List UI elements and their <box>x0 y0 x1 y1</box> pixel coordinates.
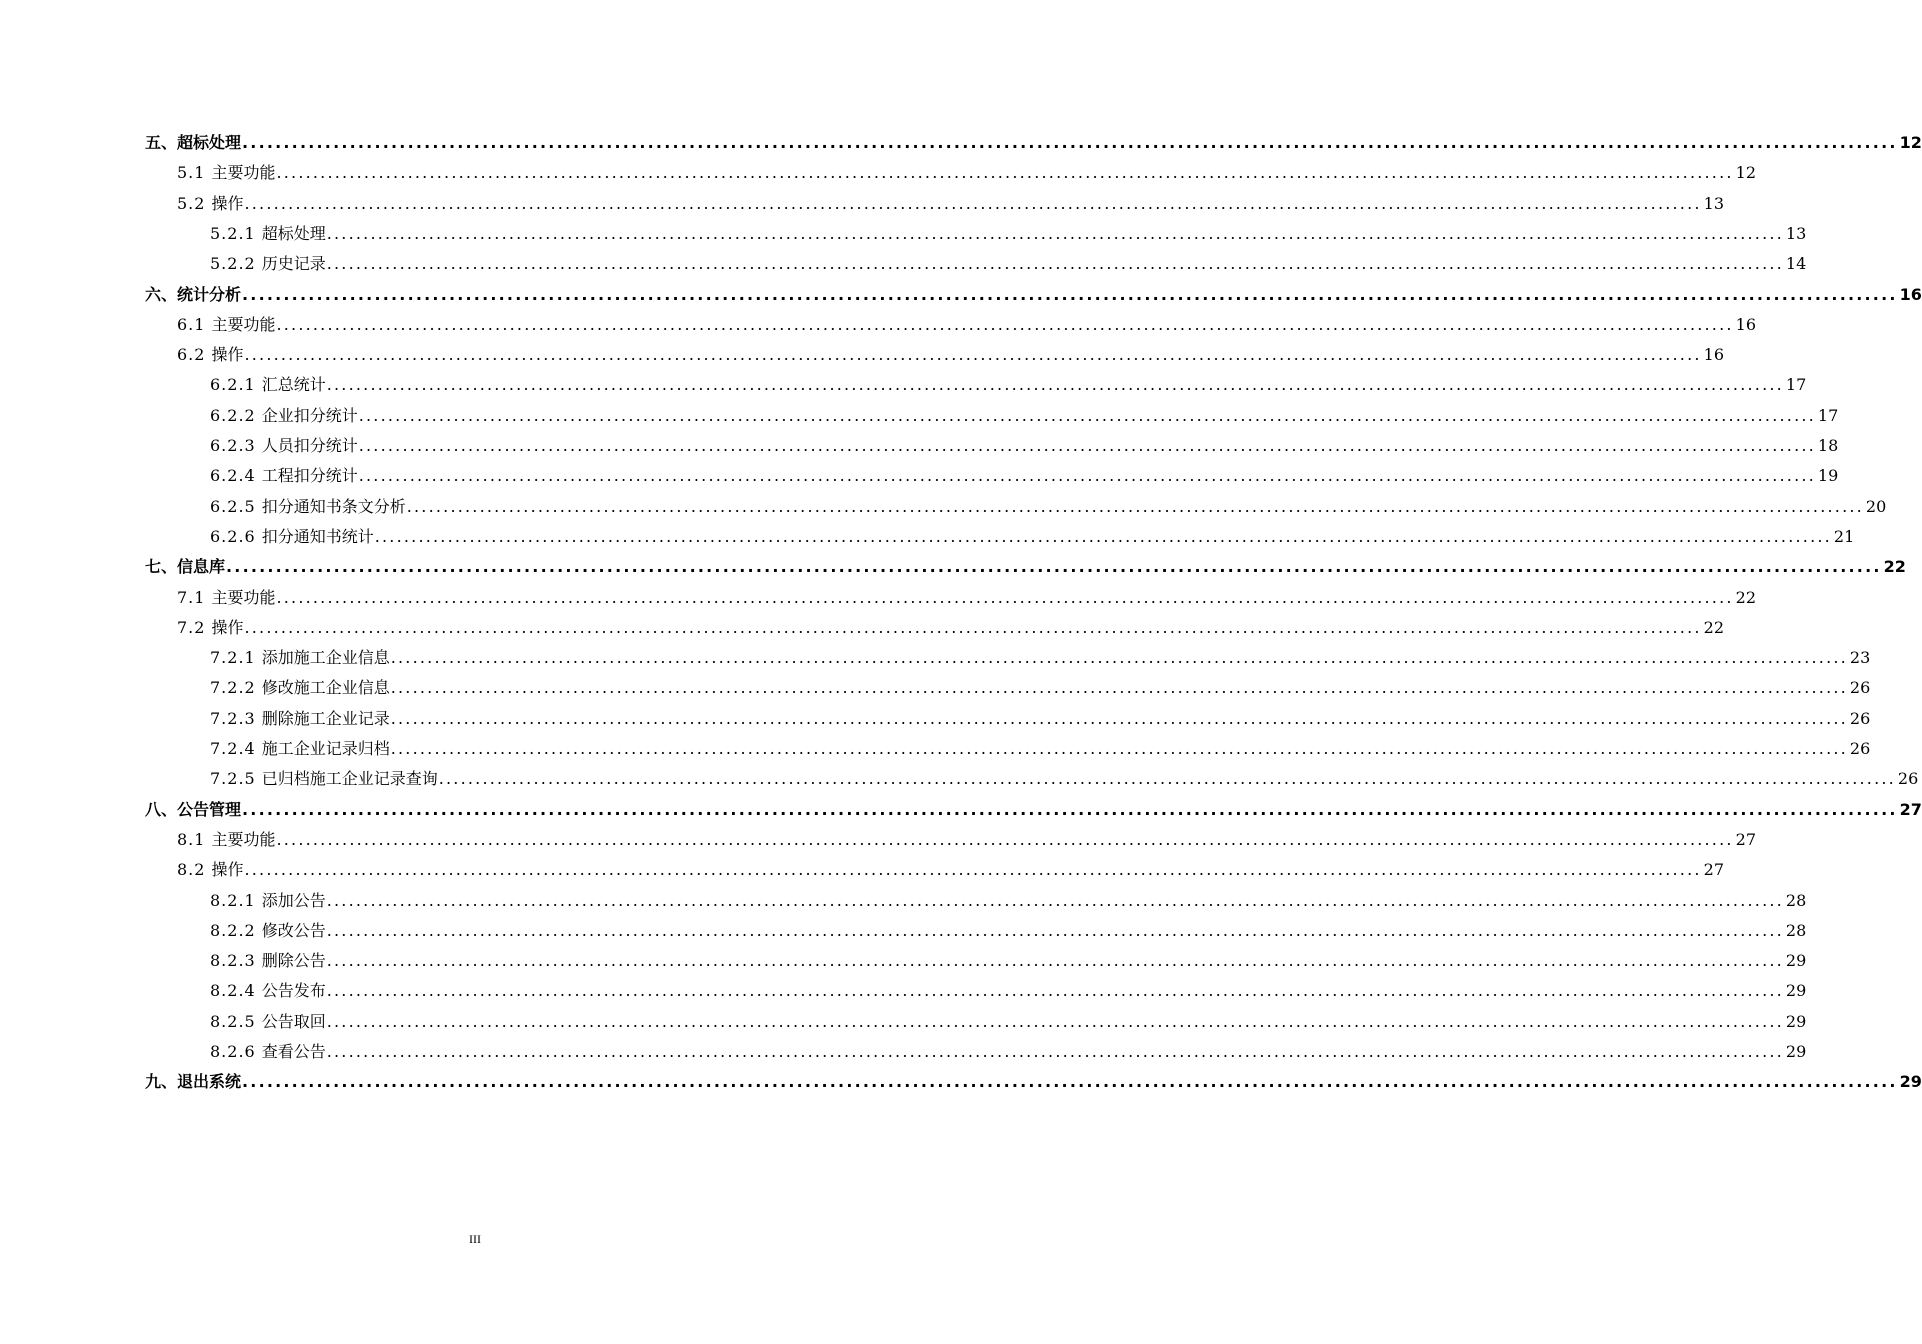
toc-entry-number: 8.1 <box>177 829 206 849</box>
toc-entry[interactable] <box>210 759 1919 789</box>
toc-entry[interactable] <box>177 184 1725 214</box>
toc-dot-leader: ........................................................................................................................................................................................................ <box>242 799 1898 819</box>
toc-dot-leader: ........................................................................................................................................................................................................ <box>390 708 1848 728</box>
toc-entry-title: 超标处理 <box>261 223 326 243</box>
toc-entry-page: 29 <box>1899 1072 1922 1092</box>
toc-entry[interactable] <box>177 335 1725 365</box>
toc-dot-leader: ........................................................................................................................................................................................................ <box>390 648 1848 668</box>
toc-entry-number: 8.2.1 <box>210 890 256 910</box>
toc-entry-number: 8.2.5 <box>210 1011 256 1031</box>
toc-dot-leader: ........................................................................................................................................................................................................ <box>326 981 1784 1001</box>
toc-entry-page: 16 <box>1735 314 1757 334</box>
toc-entry-page: 26 <box>1849 708 1871 728</box>
toc-entry-page: 27 <box>1735 829 1757 849</box>
toc-dot-leader: ........................................................................................................................................................................................................ <box>326 890 1784 910</box>
toc-dot-leader: ........................................................................................................................................................................................................ <box>326 254 1784 274</box>
toc-entry-page: 29 <box>1785 1011 1807 1031</box>
toc-entry-page: 16 <box>1703 345 1725 365</box>
toc-entry-number: 8.2.2 <box>210 920 256 940</box>
toc-entry-title: 操作 <box>211 617 244 637</box>
toc-dot-leader: ........................................................................................................................................................................................................ <box>358 466 1816 486</box>
toc-entry-page: 23 <box>1849 648 1871 668</box>
toc-entry-page: 28 <box>1785 890 1807 910</box>
toc-entry-number: 6.2 <box>177 345 206 365</box>
toc-entry[interactable] <box>145 1062 1922 1092</box>
toc-entry-page: 14 <box>1785 254 1807 274</box>
toc-entry-title: 主要功能 <box>211 163 276 183</box>
toc-entry-page: 26 <box>1897 769 1919 789</box>
toc-entry-page: 26 <box>1849 678 1871 698</box>
toc-dot-leader: ........................................................................................................................................................................................................ <box>276 163 1734 183</box>
toc-entry[interactable] <box>210 941 1807 971</box>
toc-entry-page: 29 <box>1785 951 1807 971</box>
toc-entry-title: 公告发布 <box>261 981 326 1001</box>
toc-entry[interactable] <box>210 1002 1807 1032</box>
toc-entry-title: 删除公告 <box>261 951 326 971</box>
toc-dot-leader: ........................................................................................................................................................................................................ <box>390 678 1848 698</box>
toc-entry[interactable] <box>145 123 1922 153</box>
toc-entry-page: 16 <box>1899 284 1922 304</box>
toc-entry-page: 22 <box>1703 617 1725 637</box>
toc-dot-leader: ........................................................................................................................................................................................................ <box>326 951 1784 971</box>
toc-entry[interactable] <box>177 153 1757 183</box>
toc-entry[interactable] <box>210 971 1807 1001</box>
toc-entry[interactable] <box>210 426 1839 456</box>
toc-entry-number: 7.2.2 <box>210 678 256 698</box>
toc-entry-title: 八、公告管理 <box>145 799 242 819</box>
toc-entry-title: 修改公告 <box>261 920 326 940</box>
toc-dot-leader: ........................................................................................................................................................................................................ <box>244 193 1702 213</box>
toc-entry-page: 19 <box>1817 466 1839 486</box>
toc-entry-title: 企业扣分统计 <box>261 405 358 425</box>
toc-entry-number: 7.2.3 <box>210 708 256 728</box>
toc-entry-number: 5.2.1 <box>210 223 256 243</box>
toc-entry-number: 5.2.2 <box>210 254 256 274</box>
toc-entry-page: 22 <box>1735 587 1757 607</box>
toc-dot-leader: ........................................................................................................................................................................................................ <box>358 405 1816 425</box>
toc-entry[interactable] <box>210 699 1871 729</box>
toc-entry-title: 施工企业记录归档 <box>261 739 390 758</box>
toc-entry-number: 5.2 <box>177 193 206 213</box>
toc-entry[interactable] <box>145 547 1906 577</box>
toc-entry[interactable] <box>145 275 1922 305</box>
toc-dot-leader: ........................................................................................................................................................................................................ <box>326 375 1784 395</box>
toc-entry-number: 5.1 <box>177 163 206 183</box>
toc-entry[interactable] <box>177 608 1725 638</box>
toc-entry[interactable] <box>210 729 1871 759</box>
toc-entry[interactable] <box>210 517 1855 547</box>
toc-entry-page: 21 <box>1833 526 1855 546</box>
toc-entry-title: 汇总统计 <box>261 375 326 395</box>
toc-dot-leader: ........................................................................................................................................................................................................ <box>358 436 1816 455</box>
toc-dot-leader: ........................................................................................................................................................................................................ <box>244 860 1702 880</box>
toc-entry-page: 20 <box>1865 496 1887 516</box>
toc-entry[interactable] <box>177 305 1757 335</box>
toc-entry[interactable] <box>145 790 1922 820</box>
toc-entry-page: 12 <box>1899 133 1922 152</box>
toc-entry[interactable] <box>210 881 1807 911</box>
toc-entry-title: 公告取回 <box>261 1011 326 1031</box>
toc-entry-page: 18 <box>1817 436 1839 455</box>
toc-dot-leader: ........................................................................................................................................................................................................ <box>242 1072 1898 1092</box>
toc-entry[interactable] <box>210 638 1871 668</box>
toc-entry-number: 6.2.3 <box>210 436 256 455</box>
toc-entry-page: 27 <box>1899 799 1922 819</box>
toc-dot-leader: ........................................................................................................................................................................................................ <box>326 1011 1784 1031</box>
toc-dot-leader: ........................................................................................................................................................................................................ <box>276 829 1734 849</box>
toc-entry[interactable] <box>177 850 1725 880</box>
toc-entry-title: 历史记录 <box>261 254 326 274</box>
toc-entry-title: 主要功能 <box>211 587 276 607</box>
toc-entry-page: 29 <box>1785 981 1807 1001</box>
toc-dot-leader: ........................................................................................................................................................................................................ <box>326 920 1784 940</box>
toc-entry-number: 8.2.4 <box>210 981 256 1001</box>
toc-entry-number: 7.1 <box>177 587 206 607</box>
toc-entry[interactable] <box>210 396 1839 426</box>
toc-entry[interactable] <box>210 214 1807 244</box>
toc-entry-number: 8.2.3 <box>210 951 256 971</box>
toc-entry[interactable] <box>177 820 1757 850</box>
toc-entry-number: 6.2.2 <box>210 405 256 425</box>
toc-dot-leader: ........................................................................................................................................................................................................ <box>244 345 1702 365</box>
toc-entry-page: 22 <box>1883 557 1906 577</box>
toc-dot-leader: ........................................................................................................................................................................................................ <box>242 133 1898 152</box>
toc-dot-leader: ........................................................................................................................................................................................................ <box>226 557 1882 577</box>
toc-entry-title: 查看公告 <box>261 1042 326 1061</box>
toc-entry-title: 工程扣分统计 <box>261 466 358 486</box>
toc-entry-number: 7.2 <box>177 617 206 637</box>
toc-dot-leader: ........................................................................................................................................................................................................ <box>326 223 1784 243</box>
toc-entry[interactable] <box>210 365 1807 395</box>
toc-entry[interactable] <box>177 578 1757 608</box>
toc-entry[interactable] <box>210 487 1887 517</box>
toc-dot-leader: ........................................................................................................................................................................................................ <box>390 739 1848 758</box>
toc-entry-page: 12 <box>1735 163 1757 183</box>
toc-entry-title: 六、统计分析 <box>145 284 242 304</box>
toc-entry-number: 7.2.4 <box>210 739 256 758</box>
toc-entry-title: 修改施工企业信息 <box>261 678 390 698</box>
toc-entry-page: 13 <box>1703 193 1725 213</box>
toc-entry-page: 27 <box>1703 860 1725 880</box>
toc-entry-number: 6.2.5 <box>210 496 256 516</box>
toc-dot-leader: ........................................................................................................................................................................................................ <box>406 496 1864 516</box>
toc-entry-title: 添加施工企业信息 <box>261 648 390 668</box>
toc-entry-title: 删除施工企业记录 <box>261 708 390 728</box>
toc-entry-number: 8.2 <box>177 860 206 880</box>
toc-entry-title: 主要功能 <box>211 829 276 849</box>
toc-dot-leader: ........................................................................................................................................................................................................ <box>374 526 1832 546</box>
toc-entry-number: 6.1 <box>177 314 206 334</box>
toc-entry-number: 6.2.1 <box>210 375 256 395</box>
toc-entry-title: 操作 <box>211 860 244 880</box>
toc-dot-leader: ........................................................................................................................................................................................................ <box>438 769 1896 789</box>
toc-entry-title: 已归档施工企业记录查询 <box>261 769 438 789</box>
toc-entry-page: 13 <box>1785 223 1807 243</box>
toc-entry[interactable] <box>210 456 1839 486</box>
toc-entry-title: 七、信息库 <box>145 557 226 577</box>
toc-entry-title: 九、退出系统 <box>145 1072 242 1092</box>
toc-entry-page: 28 <box>1785 920 1807 940</box>
toc-entry-title: 操作 <box>211 345 244 365</box>
toc-entry-page: 17 <box>1817 405 1839 425</box>
toc-entry-page: 29 <box>1785 1042 1807 1061</box>
toc-entry-title: 操作 <box>211 193 244 213</box>
toc-entry-title: 五、超标处理 <box>145 133 242 152</box>
toc-entry-number: 6.2.4 <box>210 466 256 486</box>
toc-entry-title: 扣分通知书统计 <box>261 526 374 546</box>
toc-entry-page: 17 <box>1785 375 1807 395</box>
toc-entry-title: 扣分通知书条文分析 <box>261 496 406 516</box>
page-number: III <box>469 1232 481 1246</box>
toc-entry-title: 添加公告 <box>261 890 326 910</box>
toc-entry-title: 主要功能 <box>211 314 276 334</box>
toc-dot-leader: ........................................................................................................................................................................................................ <box>276 587 1734 607</box>
toc-entry[interactable] <box>210 1032 1807 1062</box>
toc-entry[interactable] <box>210 244 1807 274</box>
toc-entry-number: 7.2.1 <box>210 648 256 668</box>
toc-entry-number: 7.2.5 <box>210 769 256 789</box>
toc-entry-number: 8.2.6 <box>210 1042 256 1061</box>
toc-entry-title: 人员扣分统计 <box>261 436 358 455</box>
toc-entry[interactable] <box>210 668 1871 698</box>
toc-dot-leader: ........................................................................................................................................................................................................ <box>244 617 1702 637</box>
toc-entry-number: 6.2.6 <box>210 526 256 546</box>
toc-entry[interactable] <box>210 911 1807 941</box>
toc-dot-leader: ........................................................................................................................................................................................................ <box>326 1042 1784 1061</box>
toc-dot-leader: ........................................................................................................................................................................................................ <box>276 314 1734 334</box>
toc-entry-page: 26 <box>1849 739 1871 758</box>
toc-dot-leader: ........................................................................................................................................................................................................ <box>242 284 1898 304</box>
